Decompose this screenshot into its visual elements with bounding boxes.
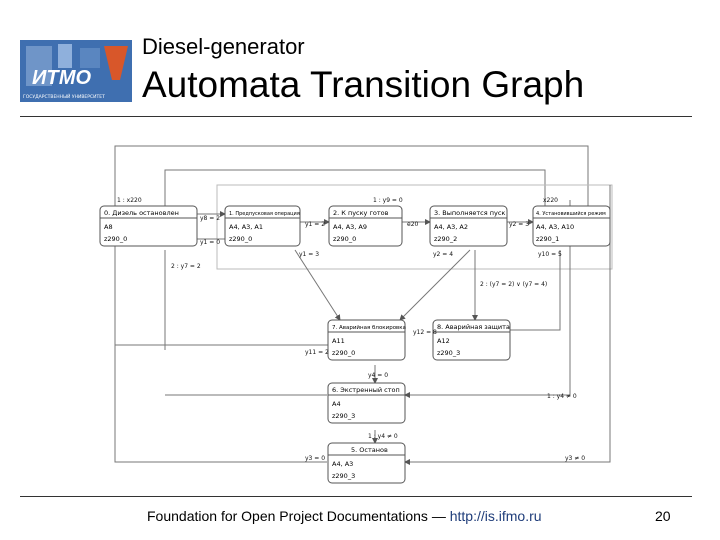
transition-label: y12 = 8 [413, 329, 437, 336]
transition-label: 1 : x220 [117, 197, 142, 204]
state-actions: A8 [104, 223, 113, 231]
slide-title: Automata Transition Graph [142, 64, 585, 105]
transition-label: y10 = 5 [538, 251, 562, 258]
transition-label: 2 : (y7 = 2) ∨ (y7 = 4) [480, 281, 548, 288]
transition-label: y3 ≠ 0 [565, 455, 586, 462]
transition-label: y11 = 2 [305, 349, 329, 356]
footer-caption: Foundation for Open Project Documentations — [147, 508, 450, 524]
state-heading: 5. Останов [351, 446, 388, 454]
transition-label: 1 : y4 ≠ 0 [547, 393, 577, 400]
transition-label: y4 = 0 [368, 372, 389, 379]
state-outputs: z290_0 [332, 349, 356, 357]
state-outputs: z290_0 [104, 235, 128, 243]
state-outputs: z290_0 [333, 235, 357, 243]
transition-label: y2 = 3 [509, 221, 530, 228]
footer-text [147, 508, 542, 524]
state-heading: 3. Выполняется пуск [434, 209, 506, 217]
transition-label: y1 = 2 [305, 221, 326, 228]
footer-divider [20, 496, 692, 497]
transition-label: 1 : y9 = 0 [373, 197, 403, 204]
state-3 [430, 206, 507, 246]
transition-label: x220 [543, 197, 559, 204]
state-actions: A11 [332, 337, 345, 345]
transition-label: 2 : y7 = 2 [171, 263, 201, 270]
transition-label: y1 = 0 [200, 239, 221, 246]
page-number: 20 [655, 508, 671, 524]
state-actions: A4, A3, A1 [229, 223, 264, 231]
state-heading: 0. Дизель остановлен [104, 209, 179, 217]
transition-graph [95, 140, 625, 490]
state-heading: 7. Аварийная блокировка [332, 325, 406, 331]
state-6 [328, 383, 405, 423]
state-1 [225, 206, 300, 246]
state-outputs: z290_2 [434, 235, 458, 243]
state-heading: 2. К пуску готов [333, 209, 389, 217]
state-outputs: z290_3 [332, 472, 356, 480]
state-actions: A4, A3 [332, 460, 354, 468]
footer-link[interactable]: http://is.ifmo.ru [449, 508, 542, 524]
transition-label: e20 [407, 221, 419, 228]
transition-label: y3 = 0 [305, 455, 326, 462]
state-heading: 8. Аварийная защита [437, 323, 510, 331]
transition-label: 1 : y4 ≠ 0 [368, 433, 398, 440]
state-0 [100, 206, 197, 246]
header-divider [20, 116, 692, 117]
transition-label: y8 = 2 [200, 215, 221, 222]
state-heading: 1. Предпусковая операция [229, 211, 300, 217]
state-outputs: z290_3 [437, 349, 461, 357]
state-7 [328, 320, 406, 360]
state-outputs: z290_3 [332, 412, 356, 420]
transition-label: y1 = 3 [299, 251, 320, 258]
state-actions: A4 [332, 400, 341, 408]
state-2 [329, 206, 402, 246]
state-4 [533, 206, 610, 246]
logo-wordmark: ИТМО [32, 67, 92, 89]
itmo-logo [20, 40, 132, 102]
state-heading: 4. Установившийся режим [536, 211, 606, 217]
logo-caption: ГОСУДАРСТВЕННЫЙ УНИВЕРСИТЕТ [23, 95, 105, 100]
state-actions: A4, A3, A10 [536, 223, 575, 231]
transition-label: y2 = 4 [433, 251, 454, 258]
state-heading: 6. Экстренный стоп [332, 386, 400, 394]
state-8 [433, 320, 510, 360]
state-actions: A4, A3, A2 [434, 223, 469, 231]
state-outputs: z290_1 [536, 235, 560, 243]
state-5 [328, 443, 405, 483]
state-actions: A12 [437, 337, 450, 345]
state-actions: A4, A3, A9 [333, 223, 368, 231]
state-outputs: z290_0 [229, 235, 253, 243]
slide-subtitle: Diesel-generator [142, 34, 305, 59]
